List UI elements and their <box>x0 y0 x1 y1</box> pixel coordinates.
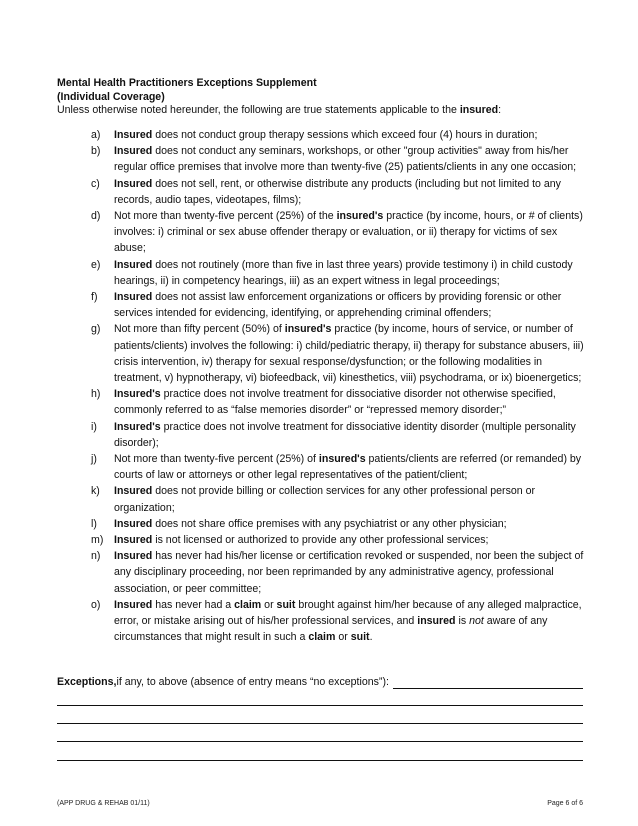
text-run: does not conduct any seminars, workshops, or other "group activities" away from his/her regular office premises that involve more than twenty-five (25) patients/clients in any one occasion; <box>114 145 577 174</box>
statements-list <box>57 127 587 646</box>
list-item-label: h) <box>91 388 101 401</box>
list-item <box>57 548 587 597</box>
text-run: does not conduct group therapy sessions which exceed four (4) hours in duration; <box>152 129 538 141</box>
list-item-text <box>114 483 584 515</box>
text-run: practice (by income, hours, or # of clients) involves: i) criminal or sex abuse offender therapy or evaluation, or ii) therapy for victims of sex abuse; <box>114 210 583 255</box>
text-run: has never had his/her license or certification revoked or suspended, nor been the subject of any disciplinary proceeding, nor been reprimanded by any administrative agency, professional association, or peer committee; <box>114 550 584 595</box>
text-run: brought against him/her because of any alleged malpractice, error, or mistake arising out of his/her professional services, and <box>114 598 582 628</box>
bold-term: Insured <box>114 145 153 158</box>
list-item-label: k) <box>91 485 100 498</box>
list-item-text <box>114 451 584 483</box>
list-item-label: g) <box>91 323 101 336</box>
exceptions-blank-line[interactable] <box>57 723 583 724</box>
intro-colon: : <box>498 104 502 116</box>
exceptions-text: if any, to above (absence of entry means “no exceptions”): <box>116 676 389 688</box>
text-run: Not more than twenty-five percent (25%) of <box>114 453 319 466</box>
text-run: Not more than twenty-five percent (25%) of the <box>114 210 337 223</box>
list-item-text <box>114 597 584 646</box>
list-item <box>57 143 587 175</box>
document-title <box>57 76 587 104</box>
bold-term: claim <box>234 598 262 611</box>
text-run: is not licensed or authorized to provide any other professional services; <box>152 534 489 547</box>
list-item-label: a) <box>91 129 101 141</box>
bold-term: Insured's <box>114 420 161 433</box>
list-item <box>57 208 587 257</box>
text-run: does not share office premises with any psychiatrist or any other physician; <box>152 517 507 530</box>
list-item-label: m) <box>91 534 104 547</box>
bold-term: insured <box>417 615 456 628</box>
list-item <box>57 386 587 418</box>
list-item-label: f) <box>91 291 98 304</box>
list-item-text <box>114 321 584 386</box>
list-item-text <box>114 208 584 257</box>
list-item-text <box>114 419 584 451</box>
intro-insured: insured <box>459 104 499 116</box>
exceptions-line <box>57 675 583 689</box>
exceptions-blank-line[interactable] <box>57 760 583 761</box>
text-run: practice (by income, hours of service, or number of patients/clients) involves the following: i) child/pediatric therapy, ii) therapy for substance abusers, iii) crisis intervention, iv) therapy for sexual response/dysfunction; or the following modalities in treatment, v) hypnotherapy, vi) biofeedback, vii) kinesthetics, viii) psychodrama, or ix) bioenergetics; <box>114 323 584 385</box>
bold-term: insured's <box>318 453 366 466</box>
bold-term: Insured <box>114 129 153 141</box>
text-run: Not more than fifty percent (50%) of <box>114 323 285 336</box>
list-item-label: d) <box>91 210 101 223</box>
list-item-label: l) <box>91 517 97 530</box>
text-run: practice does not involve treatment for dissociative disorder not otherwise specified, commonly referred to as “false memories disorder” or “repressed memory disorder;” <box>114 388 556 417</box>
list-item-label: n) <box>91 550 101 563</box>
text-run: does not sell, rent, or otherwise distribute any products (including but not limited to any records, audio tapes, videotapes, films); <box>114 177 561 206</box>
list-item <box>57 597 587 646</box>
list-item <box>57 419 587 451</box>
list-item-label: i) <box>91 420 97 433</box>
text-run: aware of any circumstances that might result in such a <box>114 615 548 644</box>
list-item-label: b) <box>91 145 101 158</box>
intro-text: Unless otherwise noted hereunder, the following are true statements applicable to the <box>57 104 460 116</box>
footer-page-number: Page 6 of 6 <box>547 800 583 807</box>
text-run: has never had a <box>152 598 235 611</box>
list-item <box>57 289 587 321</box>
bold-term: suit <box>276 598 296 611</box>
list-item-text <box>114 386 584 418</box>
list-item-text <box>114 532 584 548</box>
text-run: does not provide billing or collection services for any other professional person or organization; <box>114 485 536 514</box>
list-item-label: e) <box>91 258 101 271</box>
list-item-label: c) <box>91 177 100 190</box>
text-run: or <box>335 631 351 644</box>
list-item-text <box>114 548 584 597</box>
italic-term: not <box>469 615 484 628</box>
title-line-1: Mental Health Practitioners Exceptions Supplement <box>57 77 317 89</box>
list-item <box>57 127 587 143</box>
text-run: does not routinely (more than five in last three years) provide testimony i) in child custody hearings, ii) in competency hearings, iii) as an expert witness in legal proceedings; <box>114 258 573 287</box>
footer-form-code: (APP DRUG & REHAB 01/11) <box>57 800 150 807</box>
list-item <box>57 516 587 532</box>
exceptions-blank-line[interactable] <box>57 705 583 706</box>
list-item <box>57 257 587 289</box>
bold-term: Insured <box>114 517 153 530</box>
text-run: patients/clients are referred (or remanded) by courts of law or attorneys or other legal representatives of the patient/client; <box>114 453 582 482</box>
text-run: practice does not involve treatment for dissociative identity disorder (multiple personality disorder); <box>114 420 576 449</box>
bold-term: insured's <box>284 323 332 336</box>
list-item <box>57 176 587 208</box>
bold-term: Insured's <box>114 388 161 401</box>
intro-statement <box>57 103 587 117</box>
list-item-text <box>114 289 584 321</box>
bold-term: insured's <box>336 210 384 223</box>
list-item-label: o) <box>91 598 101 611</box>
title-line-2: (Individual Coverage) <box>57 91 165 103</box>
text-run: or <box>261 598 277 611</box>
list-item-text <box>114 516 584 532</box>
list-item-text <box>114 257 584 289</box>
list-item-text <box>114 143 584 175</box>
bold-term: Insured <box>114 485 153 498</box>
list-item <box>57 532 587 548</box>
bold-term: Insured <box>114 177 153 190</box>
bold-term: suit <box>350 631 370 644</box>
text-run: . <box>369 631 373 644</box>
bold-term: Insured <box>114 258 153 271</box>
exceptions-input-line[interactable] <box>393 677 583 689</box>
text-run: is <box>455 615 470 628</box>
bold-term: Insured <box>114 534 153 547</box>
list-item-text <box>114 176 584 208</box>
list-item <box>57 483 587 515</box>
list-item-label: j) <box>91 453 97 466</box>
bold-term: Insured <box>114 291 153 304</box>
text-run: does not assist law enforcement organizations or officers by providing forensic or other services intended for evidencing, identifying, or apprehending criminal offenders; <box>114 291 562 320</box>
bold-term: Insured <box>114 550 153 563</box>
exceptions-label: Exceptions, <box>57 676 117 688</box>
list-item <box>57 321 587 386</box>
list-item <box>57 451 587 483</box>
list-item-text <box>114 127 584 143</box>
bold-term: claim <box>308 631 336 644</box>
exceptions-blank-line[interactable] <box>57 741 583 742</box>
bold-term: Insured <box>114 598 153 611</box>
